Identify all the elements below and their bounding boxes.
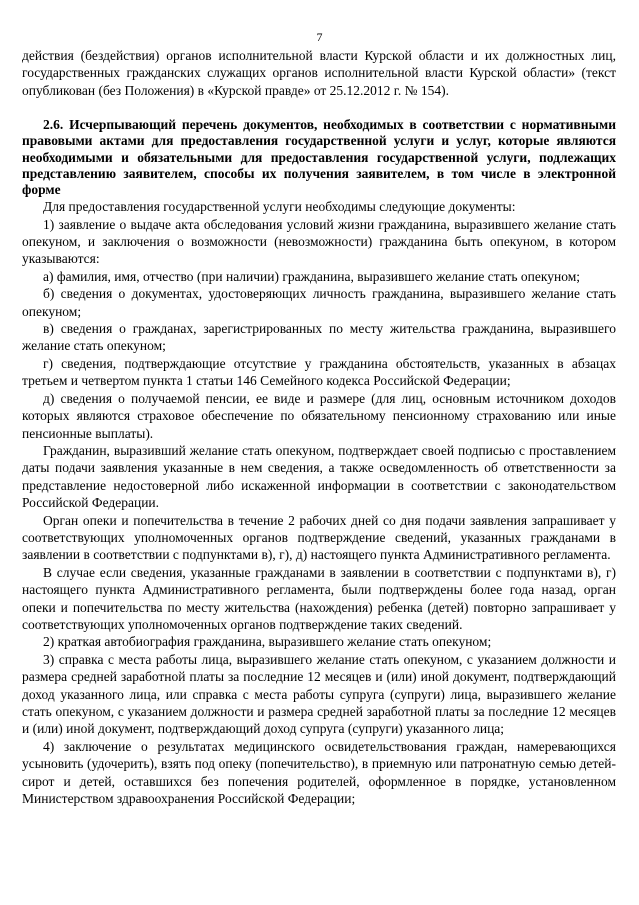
body-paragraph: г) сведения, подтверждающие отсутствие у гражданина обстоятельств, указанных в абзацах третьем и четвертом пункта 1 статьи 146 Семейного кодекса Российской Федерации; [22,355,616,389]
body-paragraph: б) сведения о документах, удостоверяющих личность гражданина, выразившего желание стать опекуном; [22,286,616,319]
page-number: 7 [316,30,323,44]
body-paragraph: Для предоставления государственной услуги необходимы следующие документы: [43,199,516,215]
body-paragraph: в) сведения о гражданах, зарегистрированных по месту жительства гражданина, выразившего желание стать опекуном; [22,321,616,354]
paragraph-list [22,198,616,807]
body-paragraph: а) фамилия, имя, отчество (при наличии) гражданина, выразившего желание стать опекуном; [43,268,581,284]
section-heading: 2.6. Исчерпывающий перечень документов, необходимых в соответствии с нормативными правовыми актами для предоставления государственной услуги и услуг, которые являются необходимыми и обязательными для предоставления государственной услуги, подлежащих представлению заявителем, способы их получения заявителем, в том числе в электронной форме [22,117,616,198]
body-paragraph: Орган опеки и попечительства в течение 2 рабочих дней со дня подачи заявления запрашивает у соответствующих уполномоченных органов подтверждение сведений, указанных гражданами в заявлении в соответствии с подпунктами в), г), д) настоящего пункта Административного регламента. [22,512,616,563]
body-paragraph: 1) заявление о выдаче акта обследования условий жизни гражданина, выразившего желание стать опекуном, и заключения о возможности (невозможности) гражданина быть опекуном, в котором указываются: [22,216,616,267]
document-body [22,47,616,807]
body-paragraph: 4) заключение о результатах медицинского освидетельствования граждан, намеревающихся усыновить (удочерить), взять под опеку (попечительство), в приемную или патронатную семью детей-сирот и детей, оставшихся без попечения родителей, оформленное в порядке, установленном Министерством здравоохранения Российской Федерации; [22,738,616,807]
body-paragraph: 2) краткая автобиография гражданина, выразившего желание стать опекуном; [43,634,492,650]
body-paragraph: д) сведения о получаемой пенсии, ее виде и размере (для лиц, основным источником доходов которых являются страховое обеспечение по обязательному пенсионному страхованию или иные пенсионные выплаты). [22,390,616,441]
body-paragraph: Гражданин, выразивший желание стать опекуном, подтверждает своей подписью с проставлением даты подачи заявления указанные в нем сведения, а также осведомленность об ответственности за представление недостоверной либо искаженной информации в соответствии с законодательством Российской Федерации. [22,442,616,511]
intro-paragraph: действия (бездействия) органов исполнительной власти Курской области и их должностных лиц, государственных гражданских служащих органов исполнительной власти Курской области» (текст опубликован (без Положения) в «Курской правде» от 25.12.2012 г. № 154). [22,48,616,98]
body-paragraph: 3) справка с места работы лица, выразившего желание стать опекуном, с указанием должности и размера средней заработной платы за последние 12 месяцев и (или) иной документ, подтверждающий доход указанного лица, или справка с места работы супруга (супруги) лица, выразившего желание стать опекуном, с указанием должности и размера средней заработной платы за последние 12 месяцев и (или) иной документ, подтверждающий доход супруга (супруги) указанного лица; [22,651,616,737]
body-paragraph: В случае если сведения, указанные гражданами в заявлении в соответствии с подпунктами в), г) настоящего пункта Административного регламента, были подтверждены более года назад, орган опеки и попечительства по месту жительства (нахождения) ребенка (детей) повторно запрашивает у соответствующих уполномоченных органов подтверждение таких сведений. [22,564,616,632]
